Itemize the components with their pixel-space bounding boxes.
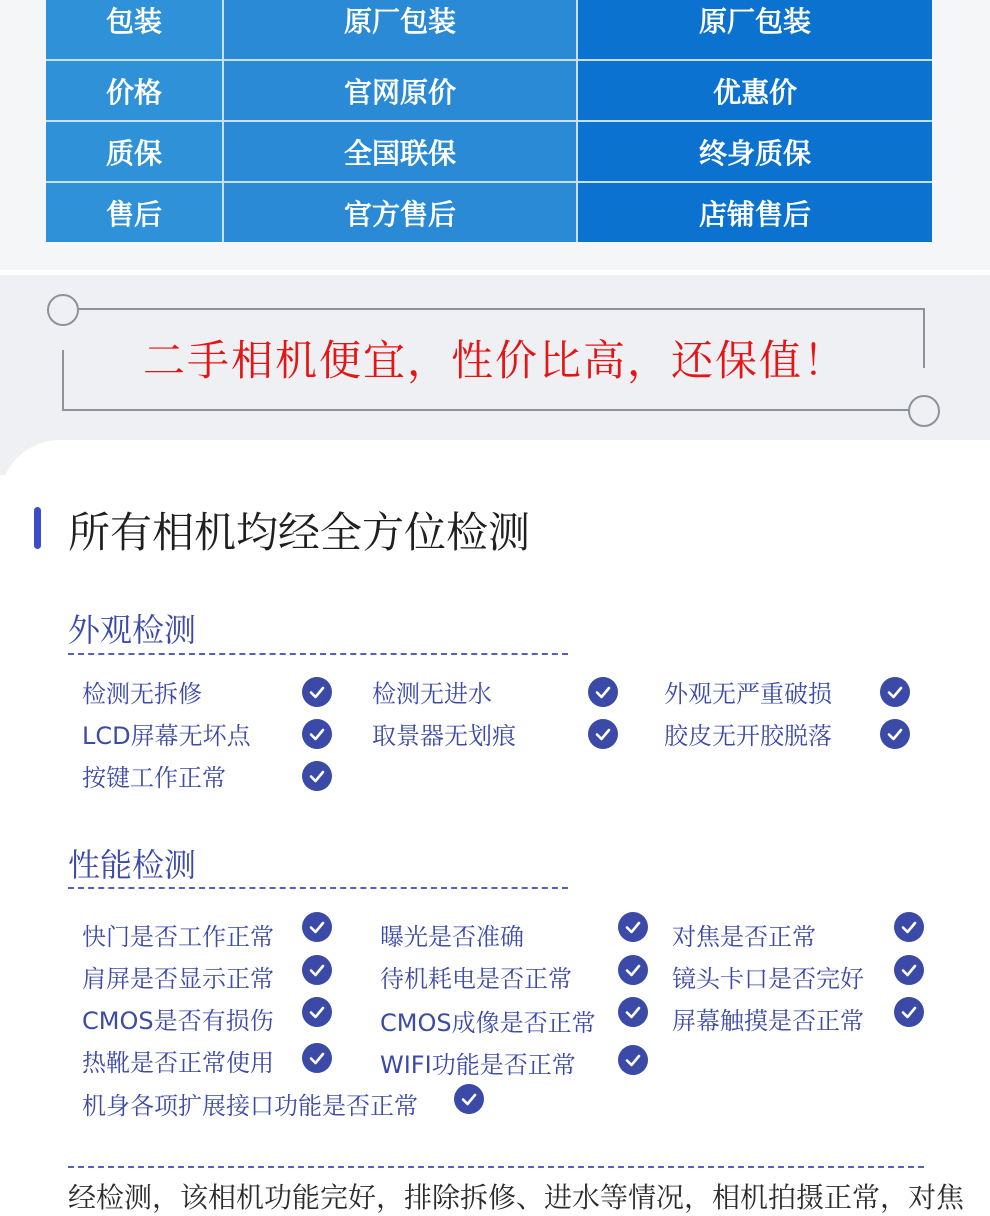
frame-line xyxy=(62,409,924,411)
table-cell: 优惠价 xyxy=(578,61,932,120)
table-cell: 价格 xyxy=(46,61,222,120)
section-accent-bar xyxy=(34,507,41,549)
check-item-label: 取景器无划痕 xyxy=(372,722,516,750)
frame-line xyxy=(62,308,924,310)
check-item-label: 曝光是否准确 xyxy=(380,923,524,951)
check-item-label: CMOS是否有损伤 xyxy=(82,1007,274,1035)
table-cell: 官方售后 xyxy=(224,183,576,242)
table-cell: 店铺售后 xyxy=(578,183,932,242)
check-circle-icon xyxy=(302,761,332,791)
check-circle-icon xyxy=(302,677,332,707)
appearance-group-title: 外观检测 xyxy=(68,611,197,649)
check-circle-icon xyxy=(302,997,332,1027)
check-circle-icon xyxy=(618,912,648,942)
dashed-divider xyxy=(68,653,568,655)
section-title: 所有相机均经全方位检测 xyxy=(68,508,531,557)
check-circle-icon xyxy=(618,997,648,1027)
inspection-conclusion-text: 经检测，该相机功能完好，排除拆修、进水等情况，相机拍摄正常，对焦 xyxy=(68,1181,965,1214)
check-item-label: 快门是否工作正常 xyxy=(82,923,274,951)
check-item-label: 待机耗电是否正常 xyxy=(380,965,572,993)
check-circle-icon xyxy=(302,955,332,985)
check-item-label: 按键工作正常 xyxy=(82,764,226,792)
table-cell: 原厂包装 xyxy=(578,0,932,59)
table-cell: 售后 xyxy=(46,183,222,242)
check-circle-icon xyxy=(302,912,332,942)
check-item-label: 肩屏是否显示正常 xyxy=(82,965,274,993)
check-item-label: 镜头卡口是否完好 xyxy=(672,965,864,993)
check-circle-icon xyxy=(454,1084,484,1114)
check-item-label: 屏幕触摸是否正常 xyxy=(672,1007,864,1035)
dashed-divider xyxy=(68,887,568,889)
performance-group-title: 性能检测 xyxy=(68,846,197,884)
dashed-divider xyxy=(68,1166,924,1168)
check-item-label: 外观无严重破损 xyxy=(664,680,832,708)
table-cell: 官网原价 xyxy=(224,61,576,120)
comparison-table xyxy=(46,0,932,242)
check-circle-icon xyxy=(302,1043,332,1073)
check-circle-icon xyxy=(894,912,924,942)
comparison-table-section xyxy=(0,0,990,270)
check-circle-icon xyxy=(618,1045,648,1075)
check-item-label: 热靴是否正常使用 xyxy=(82,1049,274,1077)
check-item-label: CMOS成像是否正常 xyxy=(380,1009,596,1037)
table-cell: 包装 xyxy=(46,0,222,59)
table-cell: 原厂包装 xyxy=(224,0,576,59)
check-item-label: 机身各项扩展接口功能是否正常 xyxy=(82,1092,418,1120)
check-circle-icon xyxy=(302,719,332,749)
check-circle-icon xyxy=(588,677,618,707)
check-circle-icon xyxy=(618,955,648,985)
check-circle-icon xyxy=(880,677,910,707)
check-item-label: 检测无进水 xyxy=(372,680,492,708)
check-item-label: 对焦是否正常 xyxy=(672,923,816,951)
slogan-text: 二手相机便宜，性价比高，还保值！ xyxy=(142,336,847,385)
table-cell: 全国联保 xyxy=(224,122,576,181)
check-circle-icon xyxy=(880,719,910,749)
check-circle-icon xyxy=(588,719,618,749)
ring-ornament xyxy=(47,294,79,326)
ring-ornament xyxy=(908,395,940,427)
check-item-label: 胶皮无开胶脱落 xyxy=(664,722,832,750)
table-cell: 质保 xyxy=(46,122,222,181)
check-item-label: WIFI功能是否正常 xyxy=(380,1051,576,1079)
table-cell: 终身质保 xyxy=(578,122,932,181)
check-circle-icon xyxy=(894,997,924,1027)
check-item-label: 检测无拆修 xyxy=(82,680,202,708)
check-circle-icon xyxy=(894,955,924,985)
check-item-label: LCD屏幕无坏点 xyxy=(82,722,251,750)
